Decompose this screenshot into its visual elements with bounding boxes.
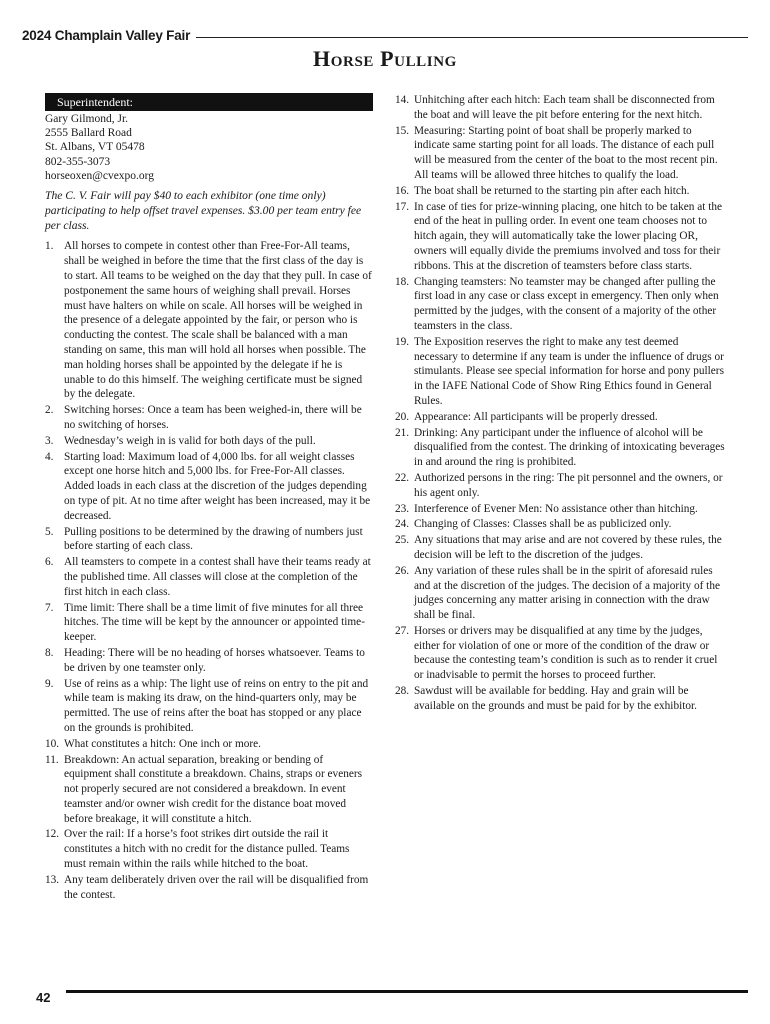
rule-number: 14. [395,94,410,106]
superintendent-city: St. Albans, VT 05478 [45,141,145,154]
superintendent-name: Gary Gilmond, Jr. [45,113,129,125]
rule-text: Starting load: Maximum load of 4,000 lbs. for all weight classes except one horse hitch and 5,000 lbs. for Free-For-All classes. Added loads in each class at the discretion of the judges depending on type of pit. At no time after weight has been increased, may it be decreased. [64,450,371,522]
rule-item [45,677,373,736]
rule-number: 25. [395,534,410,547]
rule-text: Any variation of these rules shall be in the spirit of aforesaid rules and at the discretion of the judges. The decision of a majority of the judges concerning any matter arising in connection with the draw shall be final. [414,564,720,622]
rule-number: 22. [395,471,410,484]
rule-text: Changing teamsters: No teamster may be changed after pulling the first load in any case or class except in emergency. Then only when permitted by the judges, with the consent of a majority of the other teamsters in the class. [414,275,719,332]
superintendent-phone: 802-355-3073 [45,155,111,168]
rule-text: What constitutes a hitch: One inch or more. [64,737,262,750]
rule-text: Changing of Classes: Classes shall be as publicized only. [414,518,672,531]
rule-text: Any team deliberately driven over the rail will be disqualified from the contest. [64,873,369,901]
rule-number: 11. [45,753,59,766]
rule-item [395,564,725,623]
rule-number: 20. [395,410,410,423]
rule-number: 19. [395,335,410,348]
rule-text: Heading: There will be no heading of horses whatsoever. Teams to be driven by one teamster only. [64,646,365,674]
page-number: 42 [36,990,51,1005]
rule-text: Interference of Evener Men: No assistance other than hitching. [414,502,698,515]
rule-item [395,684,725,714]
rule-item [395,335,725,409]
rule-text: In case of ties for prize-winning placing, one hitch to be taken at the end of the heat in pulling order. In event one team chooses not to hitch again, they will automatically take the lower placing OR, owners will equally divide the premiums involved and toss for their ribbons. This at the discretion of teamsters before class starts. [414,200,723,272]
rule-number: 28. [395,685,410,698]
rule-item [395,471,725,501]
rule-number: 12. [45,828,60,841]
rule-text: Authorized persons in the ring: The pit personnel and the owners, or his agent only. [414,471,723,499]
rules-list-right [395,93,725,714]
superintendent-email: horseoxen@cvexpo.org [45,169,155,182]
rule-text: All teamsters to compete in a contest shall have their teams ready at the published time. All classes will close at the completion of the first hitch in each class. [64,556,371,598]
rule-item [395,93,725,123]
rule-text: Any situations that may arise and are not covered by these rules, the decision will be left to the discretion of the judges. [414,534,722,561]
rule-text: Breakdown: An actual separation, breaking or bending of equipment shall constitute a breakdown. Chains, straps or eveners not properly secured are not considered a breakdown. In event teamster and/or owner wish credit for the distance boat moved before breakage, it will constitute a hitch. [64,753,363,825]
superintendent-address [45,112,373,183]
rule-item [45,555,373,599]
rule-item [45,525,373,555]
rule-item [45,873,373,903]
rule-number: 2. [45,404,54,417]
rule-item [45,403,373,433]
fair-name-header: 2024 Champlain Valley Fair [22,28,191,43]
left-column [45,93,373,903]
rule-item [45,239,373,402]
superintendent-label: Superintendent: [45,93,373,111]
rule-number: 23. [395,502,410,515]
rule-item [395,200,725,274]
rule-number: 4. [45,450,54,463]
rule-number: 7. [45,601,54,614]
rule-number: 9. [45,677,54,690]
header-rule [196,37,748,38]
rule-number: 27. [395,624,410,637]
rule-item [395,410,725,425]
rule-number: 15. [395,124,410,137]
right-column [395,93,725,715]
rule-text: Use of reins as a whip: The light use of reins on entry to the pit and while team is making its draw, on the hind-quarters only, may be permitted. The use of reins after the boat has stopped or any place on the grounds is prohibited. [64,677,369,734]
rule-number: 5. [45,525,54,538]
rule-text: Switching horses: Once a team has been weighed-in, there will be no switching of horses. [64,404,362,431]
rule-item [395,517,725,532]
rule-text: Unhitching after each hitch: Each team shall be disconnected from the boat and will leave the pit before entering for the next hitch. [414,94,715,121]
rule-number: 10. [45,737,60,750]
rule-text: Time limit: There shall be a time limit of five minutes for all three hitches. The time will be kept by the announcer or appointed time-keeper. [64,601,365,644]
rule-item [395,533,725,563]
rule-number: 3. [45,434,54,447]
rule-text: Measuring: Starting point of boat shall be properly marked to indicate same starting point for all loads. The distance of each pull will be measured from the center of the boat to the most recent pin. All teams will be allowed three hitches to qualify the load. [414,124,718,181]
rule-number: 6. [45,556,54,569]
rule-item [395,124,725,183]
travel-expense-note: The C. V. Fair will pay $40 to each exhibitor (one time only) participating to help offset travel expenses. $3.00 per team entry fee per class. [45,189,362,232]
rule-item [45,753,373,827]
superintendent-street: 2555 Ballard Road [45,127,132,140]
page-title: Horse Pulling [313,46,457,71]
rule-number: 1. [45,240,54,253]
rule-text: The Exposition reserves the right to make any test deemed necessary to determine if any team is under the influence of drugs or stimulants. Please see special information for horse and pony pullers in the IAFE National Code of Show Ring Ethics found in General Rules. [414,335,724,407]
rule-number: 26. [395,564,410,577]
rule-item [395,502,725,517]
rule-text: Appearance: All participants will be properly dressed. [414,410,658,423]
rule-text: Pulling positions to be determined by the drawing of numbers just before starting of each class. [64,525,363,553]
rule-item [45,646,373,676]
rule-text: Drinking: Any participant under the influence of alcohol will be disqualified from the contest. The drinking of intoxicating beverages in and around the ring is prohibited. [414,426,725,469]
rule-item [395,426,725,470]
rule-number: 21. [395,426,410,439]
rule-item [395,624,725,683]
rule-number: 24. [395,518,410,531]
rule-number: 13. [45,873,60,886]
rule-text: The boat shall be returned to the starting pin after each hitch. [414,184,690,197]
rule-item [45,601,373,645]
rule-item [45,737,373,752]
rule-text: Wednesday’s weigh in is valid for both days of the pull. [64,434,316,447]
footer-rule [66,990,748,993]
rule-text: All horses to compete in contest other than Free-For-All teams, shall be weighed in before the time that the first class of the day is to start. All teams to be weighed on the day that they pull. In case of postponement the same hours of weighing shall prevail. Horses must have halters on while on scale. All horses will be weighed in the presence of a delegate appointed by the fair, or person who is conducting the contest. The scale shall be balanced with a man standing on same, this man will hold all horses when possible. The man holding horses shall be appointed by the delegate if he is unable to do this himself. The weighing certificate must be signed by the delegate. [64,240,372,401]
rule-number: 16. [395,184,410,197]
rules-list-left [45,239,373,902]
rule-item [45,450,373,524]
rule-number: 18. [395,275,410,288]
rule-item [45,827,373,871]
rule-text: Horses or drivers may be disqualified at any time by the judges, either for violation of one or more of the condition of the draw or because the contesting team’s condition is such as to render it cruel or inadvisable to permit the horses to proceed further. [414,624,718,682]
rule-text: Over the rail: If a horse’s foot strikes dirt outside the rail it constitutes a hitch with no credit for the distance pulled. Teams must remain within the rails while hitched to the boat. [64,828,350,871]
rule-item [45,434,373,449]
rule-number: 8. [45,646,54,659]
rule-number: 17. [395,200,410,213]
rule-item [395,275,725,334]
rule-text: Sawdust will be available for bedding. Hay and grain will be available on the grounds and must be paid for by the exhibitor. [414,685,697,712]
rule-item [395,184,725,199]
